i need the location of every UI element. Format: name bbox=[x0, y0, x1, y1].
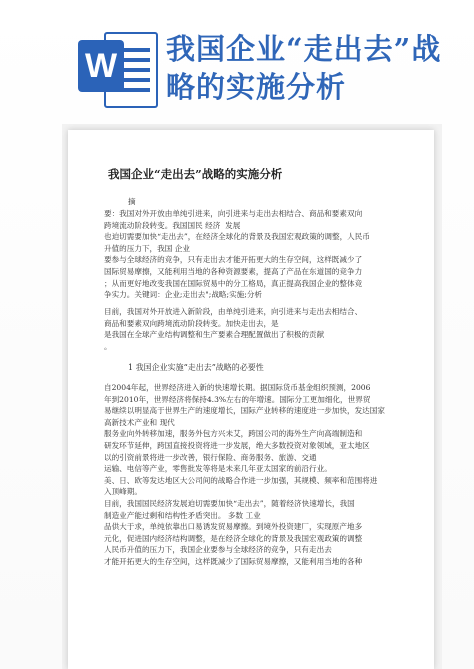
abstract-line: 升值的压力下，我国 企业 bbox=[104, 243, 190, 253]
abstract-line: 国际贸易摩擦，又能利用当地的各种资源要素，提高了产品在东道国的竞争力 bbox=[104, 266, 363, 276]
intro-line: 是我国在全球产业结构调整和生产要素合理配置做出了积极的贡献 bbox=[104, 330, 325, 340]
intro-line: 。 bbox=[104, 341, 112, 351]
body-line: 年到2010年，世界经济将保持4.3%左右的年增速。国际分工更加细化，世界贸 bbox=[104, 394, 371, 404]
body-line: 研发环节延伸，跨国直接投资将进一步发展，绝大多数投资对象领域，亚太地区 bbox=[104, 440, 370, 450]
intro-line: 商品和要素双向跨境流动阶段转变。加快走出去，是 bbox=[104, 318, 279, 328]
body-line: 自2004年起，世界经济进入新的快速增长期。据国际货币基金组织预测，2006 bbox=[104, 383, 371, 392]
section-heading: 1 我国企业实施“走出去”战略的必要性 bbox=[128, 363, 264, 372]
abstract-line: ；从而更好地改变我国在国际贸易中的分工格局，真正提高我国企业的整体竞 bbox=[104, 278, 363, 288]
body-line: 运输、电信等产业，零售批发等将是未来几年亚太国家的前沿行业。 bbox=[104, 464, 332, 474]
abstract-line: 跨境流动阶段转变。我国国民 经济 发展 bbox=[104, 220, 241, 230]
body-line: 目前，我国国民经济发展迫切需要加快“走出去”，随着经济快速增长，我国 bbox=[104, 498, 355, 508]
word-badge: W bbox=[78, 40, 124, 92]
document-page[interactable] bbox=[68, 130, 434, 669]
abstract-line: 争实力。关键词：企业;走出去";战略;实施;分析 bbox=[104, 290, 263, 300]
body-line: 入顶峰期。 bbox=[104, 487, 142, 497]
watermark: ​ bbox=[73, 251, 83, 264]
intro-text bbox=[104, 306, 404, 352]
abstract-label: 摘 bbox=[128, 197, 136, 206]
body-line: 元化，促进国内经济结构调整，是在经济全球化的背景及我国宏观政策的调整 bbox=[104, 533, 363, 543]
abstract-line: 也迫切需要加快“走出去”，在经济全球化的背景及我国宏观政策的调整，人民币 bbox=[104, 232, 370, 242]
intro-line: 目前，我国对外开放进入新阶段，由单纯引进来，向引进来与走出去相结合、 bbox=[104, 307, 363, 316]
body-line: 易继续以明显高于世界生产的速度增长，国际产业转移的速度进一步加快，发达国家 bbox=[104, 406, 385, 416]
body-line: 美、日、欧等发达地区大公司间的战略合作进一步加强，其规模、频率和范围将进 bbox=[104, 475, 378, 485]
body-line: 制造业产能过剩和结构性矛盾突出。 多数 工业 bbox=[104, 510, 261, 520]
page-headline: 我国企业“走出去”战略的实施分析 bbox=[166, 32, 442, 104]
body-line: 才能开拓更大的生存空间，这样既减少了国际贸易摩擦，又能利用当地的各种 bbox=[104, 556, 363, 566]
body-line: 服务业向外转移加速，服务外包方兴未艾，跨国公司的海外生产向高端制造和 bbox=[104, 429, 363, 439]
abstract-line: 要参与全球经济的竞争，只有走出去才能开拓更大的生存空间，这样既减少了 bbox=[104, 255, 363, 265]
body-text bbox=[104, 382, 404, 568]
body-line: 以的引资前景将进一步改善，银行保险、商务服务、旅游、交通 bbox=[104, 452, 317, 462]
abstract-line: 要：我国对外开放由单纯引进来，向引进来与走出去相结合、商品和要素双向 bbox=[104, 209, 363, 218]
abstract-text bbox=[104, 208, 404, 301]
body-line: 人民币升值的压力下，我国企业要参与全球经济的竞争，只有走出去 bbox=[104, 545, 332, 555]
body-line: 高新技术产业和 现代 bbox=[104, 417, 175, 427]
document-title: 我国企业“走出去”战略的实施分析 bbox=[108, 167, 283, 181]
word-icon bbox=[78, 26, 158, 112]
body-line: 品供大于求，单纯依靠出口易诱发贸易摩擦。到境外投资建厂，实现原产地多 bbox=[104, 522, 363, 532]
